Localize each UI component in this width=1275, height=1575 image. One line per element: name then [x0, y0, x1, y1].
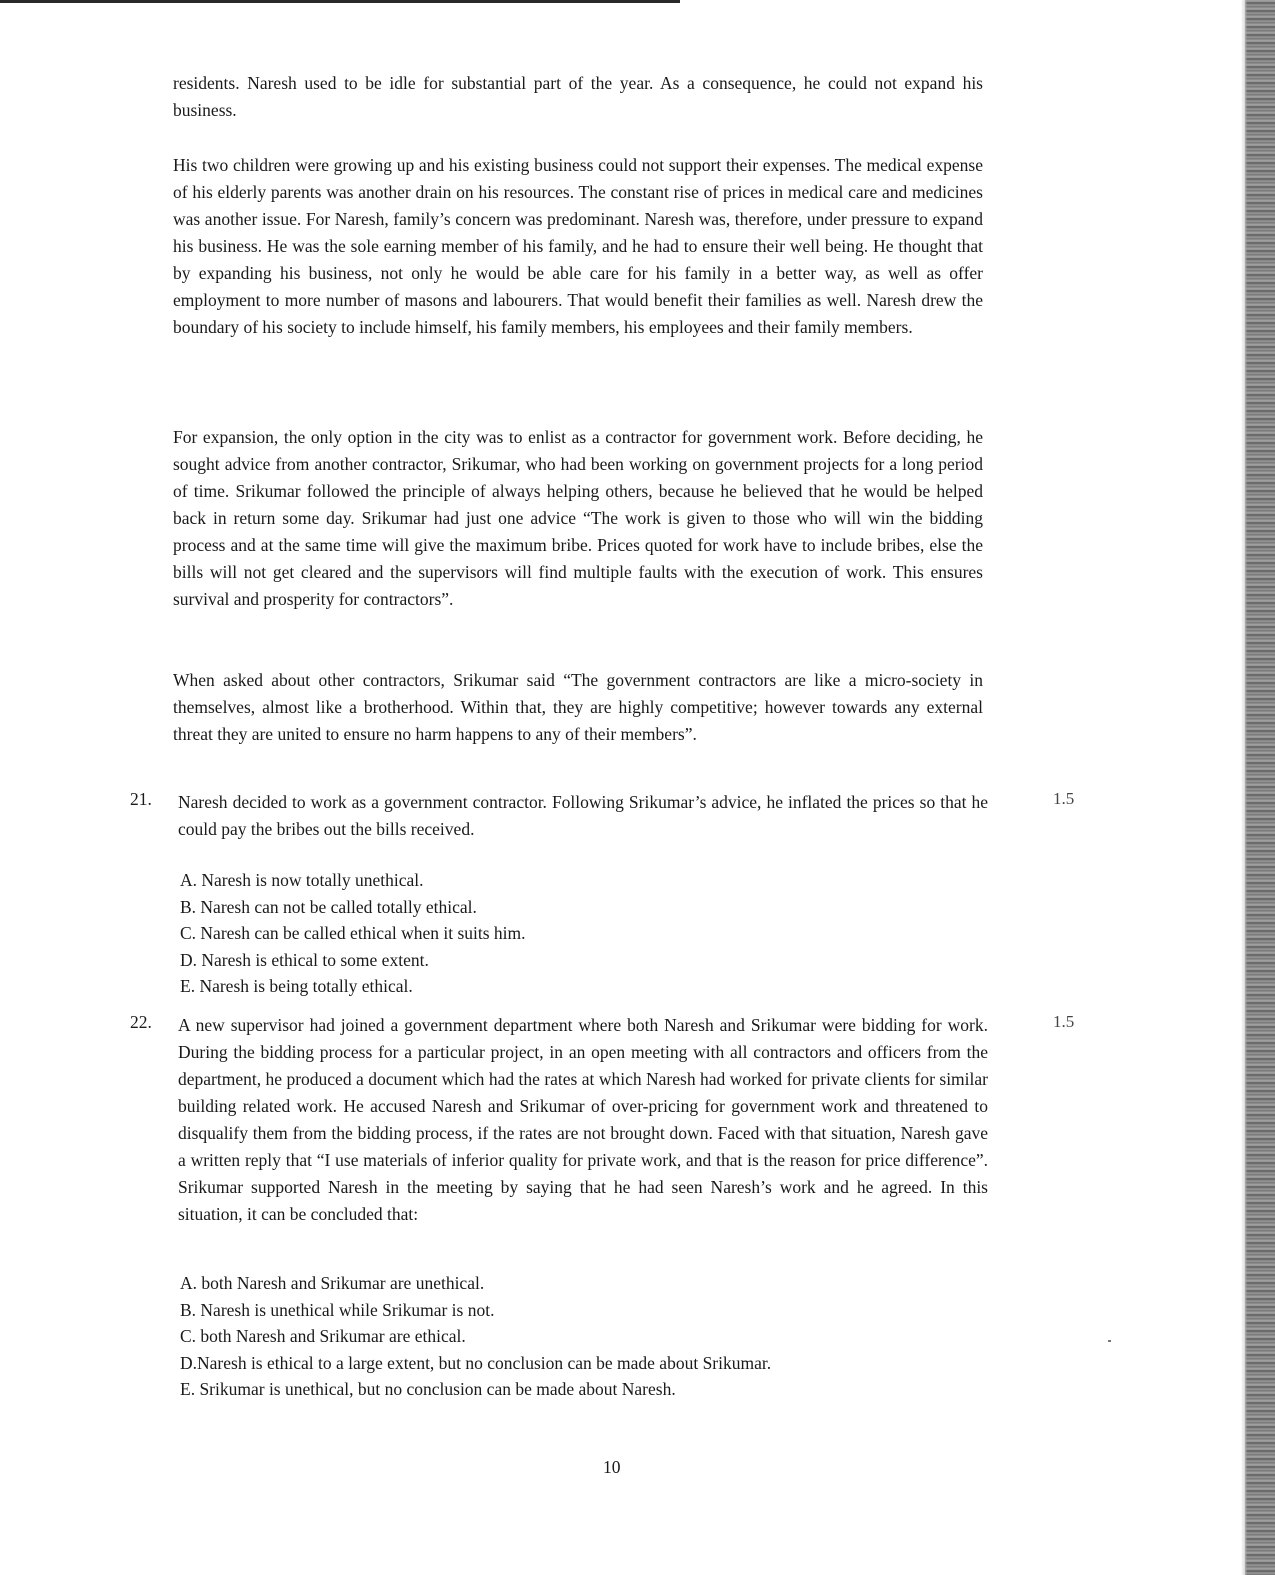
scan-edge-top: [0, 0, 680, 3]
question-marks: 1.5: [1053, 789, 1075, 808]
paragraph-other-contractors: When asked about other contractors, Srikumar said “The government contractors are like a micro-society in themselves, almost like a brotherhood. Within that, they are highly competitive; however towards any external threat they are united to ensure no harm happens to any of their members”.: [173, 670, 983, 744]
option-c: C. Naresh can be called ethical when it suits him.: [180, 923, 526, 943]
question-text: A new supervisor had joined a government department where both Naresh and Srikumar were bidding for work. During the bidding process for a particular project, in an open meeting with all contractors and officers from the department, he produced a document which had the rates at which Naresh had worked for private clients for similar building related work. He accused Naresh and Srikumar of over-pricing for government work and threatened to disqualify them from the bidding process, if the rates are not brought down. Faced with that situation, Naresh gave a written reply that “I use materials of inferior quality for private work, and that is the reason for price difference”. Srikumar supported Naresh in the meeting by saying that he had seen Naresh’s work and he agreed. In this situation, it can be concluded that:: [178, 1015, 988, 1224]
option-e: E. Naresh is being totally ethical.: [180, 976, 413, 996]
page-number: 10: [603, 1457, 621, 1477]
option-a: A. both Naresh and Srikumar are unethical.: [180, 1273, 485, 1293]
question-text: Naresh decided to work as a government contractor. Following Srikumar’s advice, he inflated the prices so that he could pay the bribes out the bills received.: [178, 792, 988, 839]
option-b: B. Naresh can not be called totally ethical.: [180, 896, 477, 917]
paragraph-continuation: residents. Naresh used to be idle for substantial part of the year. As a consequence, he could not expand his business.: [173, 73, 983, 120]
option-b: B. Naresh is unethical while Srikumar is not.: [180, 1299, 495, 1320]
question-marks: 1.5: [1053, 1012, 1075, 1031]
option-e: E. Srikumar is unethical, but no conclusion can be made about Naresh.: [180, 1379, 676, 1399]
option-d: D. Naresh is ethical to some extent.: [180, 949, 429, 970]
paragraph-family-concerns: His two children were growing up and his existing business could not support their expenses. The medical expense of his elderly parents was another drain on his resources. The constant rise of prices in medical care and medicines was another issue. For Naresh, family’s concern was predominant. Naresh was, therefore, under pressure to expand his business. He was the sole earning member of his family, and he had to ensure their well being. He thought that by expanding his business, not only he would be able care for his family in a better way, as well as offer employment to more number of masons and labourers. That would benefit their families as well. Naresh drew the boundary of his society to include himself, his family members, his employees and their family members.: [173, 155, 983, 337]
options-list: [180, 1270, 771, 1403]
question-number: 21.: [130, 789, 152, 809]
option-d: D.Naresh is ethical to a large extent, but no conclusion can be made about Srikumar.: [180, 1352, 772, 1373]
option-c: C. both Naresh and Srikumar are ethical.: [180, 1326, 466, 1346]
question-number: 22.: [130, 1012, 152, 1032]
options-list: [180, 867, 526, 1000]
option-a: A. Naresh is now totally unethical.: [180, 870, 424, 890]
scan-speck: [1108, 1340, 1111, 1342]
scan-edge-right: [1245, 0, 1275, 1575]
paragraph-expansion-advice: For expansion, the only option in the city was to enlist as a contractor for government work. Before deciding, he sought advice from another contractor, Srikumar, who had been working on government projects for a long period of time. Srikumar followed the principle of always helping others, because he believed that he would be helped back in return some day. Srikumar had just one advice “The work is given to those who will win the bidding process and at the same time will give the maximum bribe. Prices quoted for work have to include bribes, else the bills will not get cleared and the supervisors will find multiple faults with the execution of work. This ensures survival and prosperity for contractors”.: [173, 427, 983, 609]
